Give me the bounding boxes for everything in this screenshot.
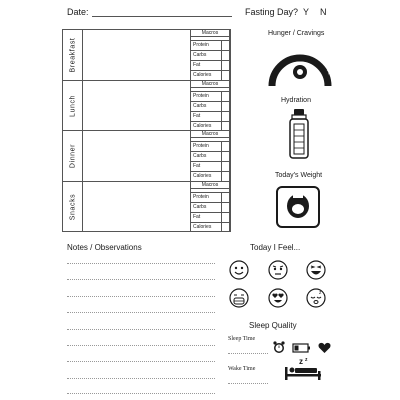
breakfast-label-cell (63, 30, 83, 80)
weighing-scale-icon[interactable] (275, 185, 321, 229)
notes-line[interactable] (67, 345, 215, 346)
date-field[interactable] (92, 16, 232, 17)
hunger-cravings-title: Hunger / Cravings (268, 30, 325, 37)
sleepy-face-icon[interactable] (306, 288, 326, 308)
breakfast-label: Breakfast (69, 37, 76, 73)
neutral-face-icon[interactable] (268, 260, 288, 280)
snacks-label-cell (63, 182, 83, 231)
battery-icon (292, 343, 312, 353)
fasting-no-option[interactable]: N (320, 7, 327, 17)
dinner-protein-row[interactable]: Protein (190, 141, 230, 151)
todays-weight-title: Today's Weight (275, 172, 323, 179)
notes-line[interactable] (67, 296, 215, 297)
heart-icon (318, 342, 331, 354)
wake-time-field[interactable] (228, 383, 268, 384)
dinner-label: Dinner (69, 143, 76, 169)
notes-line[interactable] (67, 329, 215, 330)
breakfast-protein-row[interactable]: Protein (190, 40, 230, 50)
sleep-time-label: Sleep Time (228, 336, 256, 342)
snacks-carbs-row[interactable]: Carbs (190, 202, 230, 212)
notes-line[interactable] (67, 361, 215, 362)
lunch-carbs-row[interactable]: Carbs (190, 101, 230, 111)
water-bottle-icon[interactable] (287, 108, 311, 160)
lunch-label: Lunch (69, 94, 76, 117)
breakfast-macro-divider (221, 40, 222, 81)
snacks-fat-row[interactable]: Fat (190, 212, 230, 222)
gauge-label-some: Some (291, 40, 302, 45)
notes-line[interactable] (67, 312, 215, 313)
snacks-macro-divider (221, 192, 222, 232)
gauge-label-heaps: Heaps (325, 62, 333, 75)
lunch-protein-row[interactable]: Protein (190, 91, 230, 101)
date-label: Date: (67, 7, 89, 17)
dinner-macro-divider (221, 141, 222, 182)
notes-line[interactable] (67, 263, 215, 264)
wake-time-label: Wake Time (228, 366, 256, 372)
breakfast-calories-row[interactable]: Calories (190, 70, 230, 80)
dinner-calories-row[interactable]: Calories (190, 171, 230, 181)
alarm-clock-icon (272, 340, 286, 354)
notes-line[interactable] (67, 393, 215, 394)
sleep-quality-title: Sleep Quality (249, 321, 297, 330)
snacks-macros-header: Macros (190, 181, 230, 189)
lunch-macro-divider (221, 91, 222, 131)
dinner-fat-row[interactable]: Fat (190, 161, 230, 171)
svg-text:z: z (299, 357, 303, 366)
today-i-feel-title: Today I Feel... (250, 243, 301, 252)
snacks-protein-row[interactable]: Protein (190, 192, 230, 202)
dinner-label-cell (63, 131, 83, 181)
notes-title: Notes / Observations (67, 243, 142, 252)
notes-line[interactable] (67, 279, 215, 280)
smiling-face-icon[interactable] (229, 260, 249, 280)
dinner-macros-header: Macros (190, 130, 230, 138)
lunch-label-cell (63, 81, 83, 130)
laughing-face-icon[interactable] (306, 260, 326, 280)
snacks-calories-row[interactable]: Calories (190, 222, 230, 232)
lunch-fat-row[interactable]: Fat (190, 111, 230, 121)
hydration-title: Hydration (281, 97, 311, 104)
sleep-time-field[interactable] (228, 353, 268, 354)
sick-face-icon[interactable] (229, 288, 249, 308)
lunch-calories-row[interactable]: Calories (190, 121, 230, 131)
gauge-label-none: None (262, 63, 270, 74)
snacks-label: Snacks (69, 193, 76, 220)
fasting-day-label: Fasting Day? (245, 7, 299, 17)
breakfast-macros-header: Macros (190, 29, 230, 37)
fasting-yes-option[interactable]: Y (303, 7, 310, 17)
breakfast-carbs-row[interactable]: Carbs (190, 50, 230, 60)
sleeping-in-bed-icon (281, 356, 325, 382)
notes-line[interactable] (67, 378, 215, 379)
dinner-carbs-row[interactable]: Carbs (190, 151, 230, 161)
heart-eyes-face-icon[interactable] (268, 288, 288, 308)
svg-text:z: z (319, 290, 322, 296)
breakfast-fat-row[interactable]: Fat (190, 60, 230, 70)
svg-text:z: z (305, 357, 308, 363)
lunch-macros-header: Macros (190, 80, 230, 88)
